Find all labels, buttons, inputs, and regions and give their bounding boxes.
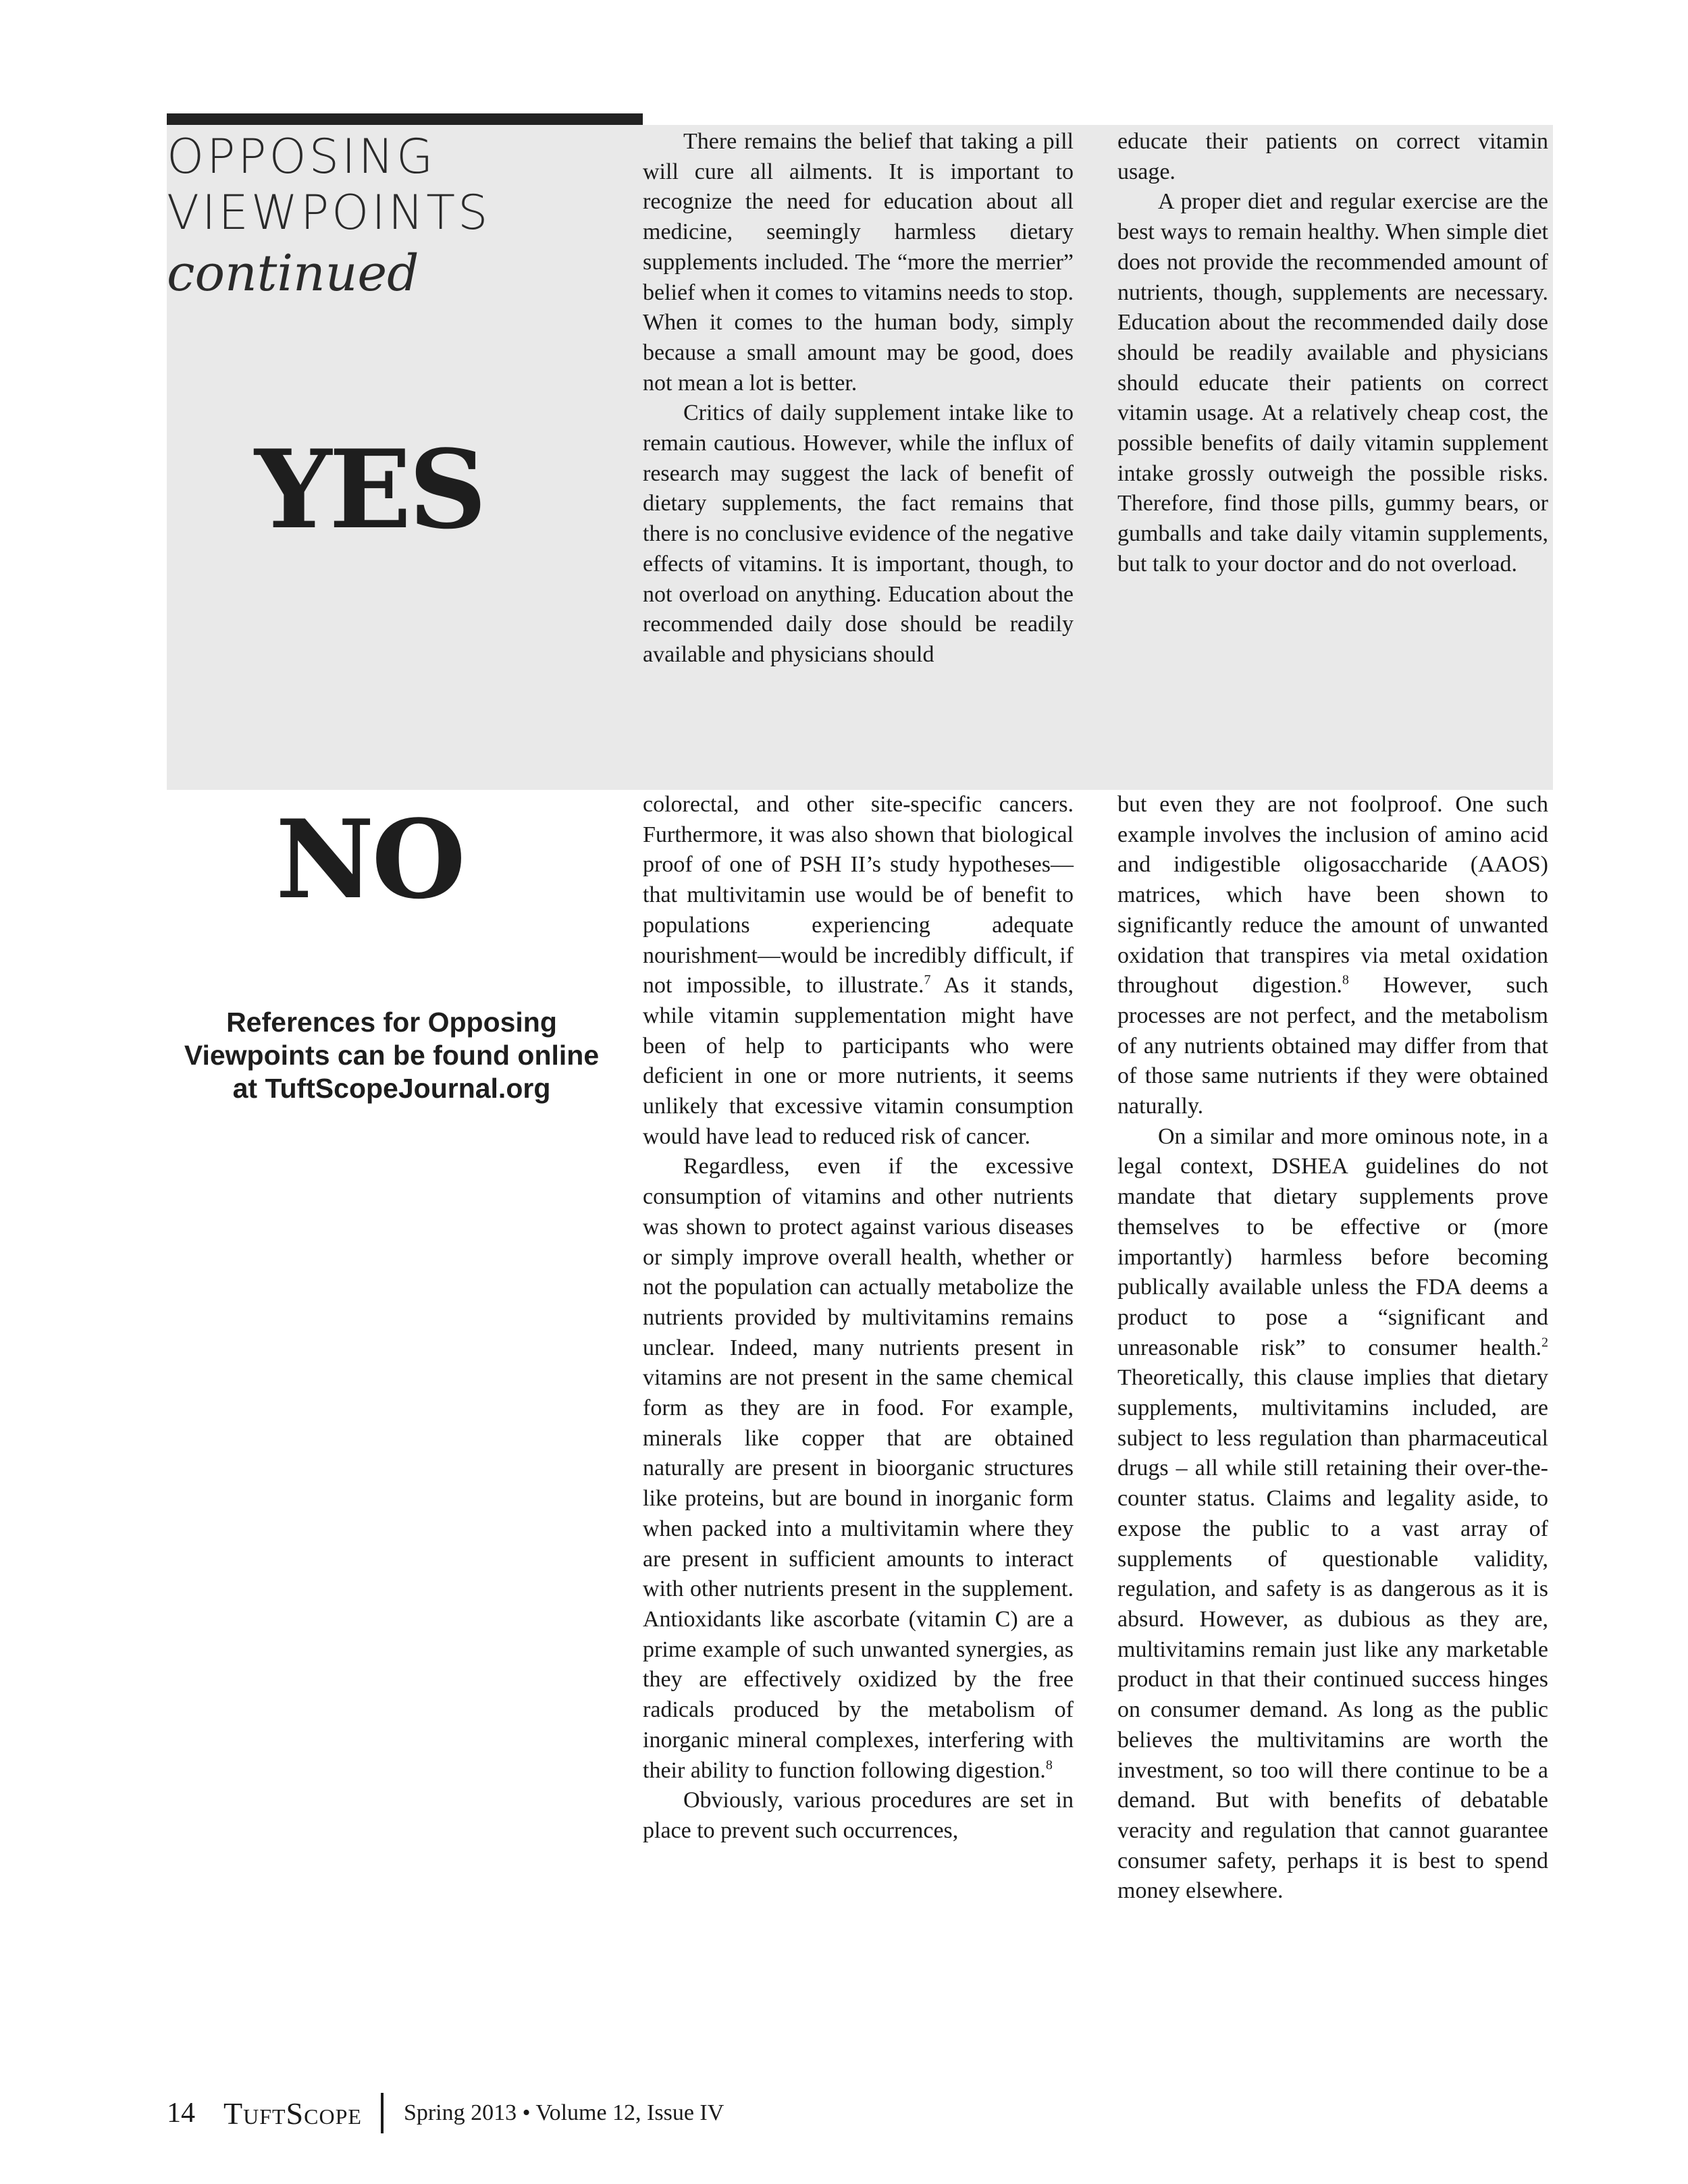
- citation-marker: 7: [924, 972, 931, 988]
- paragraph-text: but even they are not foolproof. One such example involves the inclusion of amino acid and indigestible oligosaccharide (AAOS) matrices, which have been shown to significantly reduce the amount of unwanted oxidation that transpires via metal oxidation throughout digestion.: [1117, 792, 1548, 998]
- paragraph-text: Obviously, various procedures are set in place to prevent such occurrences,: [643, 1788, 1074, 1843]
- paragraph: [643, 790, 1074, 1152]
- no-heading: NO: [275, 796, 463, 923]
- page-footer: [167, 2093, 724, 2133]
- paragraph: [643, 1152, 1074, 1786]
- no-column-2: [1117, 790, 1548, 1907]
- page-number: 14: [167, 2098, 195, 2129]
- paragraph: [1117, 790, 1548, 1122]
- citation-marker: 2: [1541, 1335, 1548, 1350]
- issue-info: Spring 2013 • Volume 12, Issue IV: [403, 2100, 724, 2125]
- paragraph: There remains the belief that taking a pill will cure all ailments. It is important to recognize the need for education about all medicine, seemingly harmless dietary supplements included. The “more the merrier” belief when it comes to vitamins needs to stop. When it comes to the human body, simply because a small amount may be good, does not mean a lot is better.: [643, 129, 1074, 396]
- citation-marker: 8: [1342, 972, 1349, 988]
- paragraph-text: Theoretically, this clause implies that dietary supplements, multivitamins included, are subject to less regulation than pharmaceutical drugs – all while still retaining their over-the-counter status. Claims and legality aside, to expose the public to a vast array of supplements of questionable validity, regulation, and safety is as dangerous as it is absurd. However, as dubious as they are, multivitamins remain just like any marketable product in that their continued success hinges on consumer demand. As long as the public believes the multivitamins are worth the investment, so too will there continue to be a demand. But with benefits of debatable veracity and regulation that cannot guarantee consumer safety, perhaps it is best to spend money elsewhere.: [1117, 1365, 1548, 1904]
- paragraph-text: On a similar and more ominous note, in a legal context, DSHEA guidelines do not mandate that dietary supplements prove themselves to be effective or (more importantly) harmless before becoming publically available unless the FDA deems a product to pose a “significant and unreasonable risk” to consumer health.: [1117, 1123, 1548, 1360]
- section-label-continued: continued: [167, 244, 419, 302]
- paragraph: [1117, 1122, 1548, 1907]
- paragraph: A proper diet and regular exercise are the best ways to remain healthy. When simple diet does not provide the recommended amount of nutrients, though, supplements are necessary. Education about the recommended daily dose should be readily available and physicians should educate their patients on correct vitamin usage. At a relatively cheap cost, the possible benefits of daily vitamin supplement intake grossly outweigh the possible risks. Therefore, find those pills, gummy bears, or gumballs and take daily vitamin supplements, but talk to your doctor and do not overload.: [1117, 189, 1548, 577]
- paragraph-text: colorectal, and other site-specific cancers. Furthermore, it was also shown that biological proof of one of PSH II’s study hypotheses—that multivitamin use would be of benefit to populations experiencing adequate nourishment—would be incredibly difficult, if not impossible, to illustrate.: [643, 792, 1074, 998]
- yes-column-1: [643, 127, 1074, 670]
- paragraph: [643, 1786, 1074, 1846]
- paragraph-text: As it stands, while vitamin supplementation might have been of help to participants who were deficient in one or more nutrients, it seems unlikely that excessive vitamin consumption would have lead to reduced risk of cancer.: [643, 973, 1074, 1149]
- paragraph-text: Regardless, even if the excessive consumption of vitamins and other nutrients was shown to protect against various diseases or simply improve overall health, whether or not the population can actually metabolize the nutrients provided by multivitamins remains unclear. Indeed, many nutrients present in vitamins are not present in the same chemical form as they are in food. For example, minerals like copper that are obtained naturally are present in bioorganic structures like proteins, but are bound in inorganic form when packed into a multivitamin where they are present in sufficient amounts to interact with other nutrients present in the supplement. Antioxidants like ascorbate (vitamin C) are a prime example of such unwanted synergies, as they are effectively oxidized by the free radicals produced by the metabolism of inorganic mineral complexes, interfering with their ability to function following digestion.: [643, 1154, 1074, 1783]
- paragraph: educate their patients on correct vitamin usage.: [1117, 129, 1548, 184]
- header-rule: [167, 113, 643, 125]
- no-column-1: [643, 790, 1074, 1846]
- footer-divider: [381, 2093, 384, 2133]
- yes-column-2: [1117, 127, 1548, 580]
- paragraph-text: However, such processes are not perfect, and the metabolism of any nutrients obtained may differ from that of those same nutrients if they were obtained naturally.: [1117, 973, 1548, 1119]
- section-label-line2: VIEWPOINTS: [167, 185, 491, 240]
- paragraph: Critics of daily supplement intake like to remain cautious. However, while the influx of research may suggest the lack of benefit of dietary supplements, the fact remains that there is no conclusive evidence of the negative effects of vitamins. It is important, though, to not overload on anything. Education about the recommended daily dose should be readily available and physicians should: [643, 400, 1074, 667]
- citation-marker: 8: [1045, 1757, 1053, 1773]
- section-label-line1: OPPOSING: [167, 129, 436, 184]
- journal-logo: TuftScope: [223, 2096, 362, 2131]
- references-note: References for Opposing Viewpoints can be found online at TuftScopeJournal.org: [184, 1007, 600, 1104]
- yes-heading: YES: [255, 426, 484, 553]
